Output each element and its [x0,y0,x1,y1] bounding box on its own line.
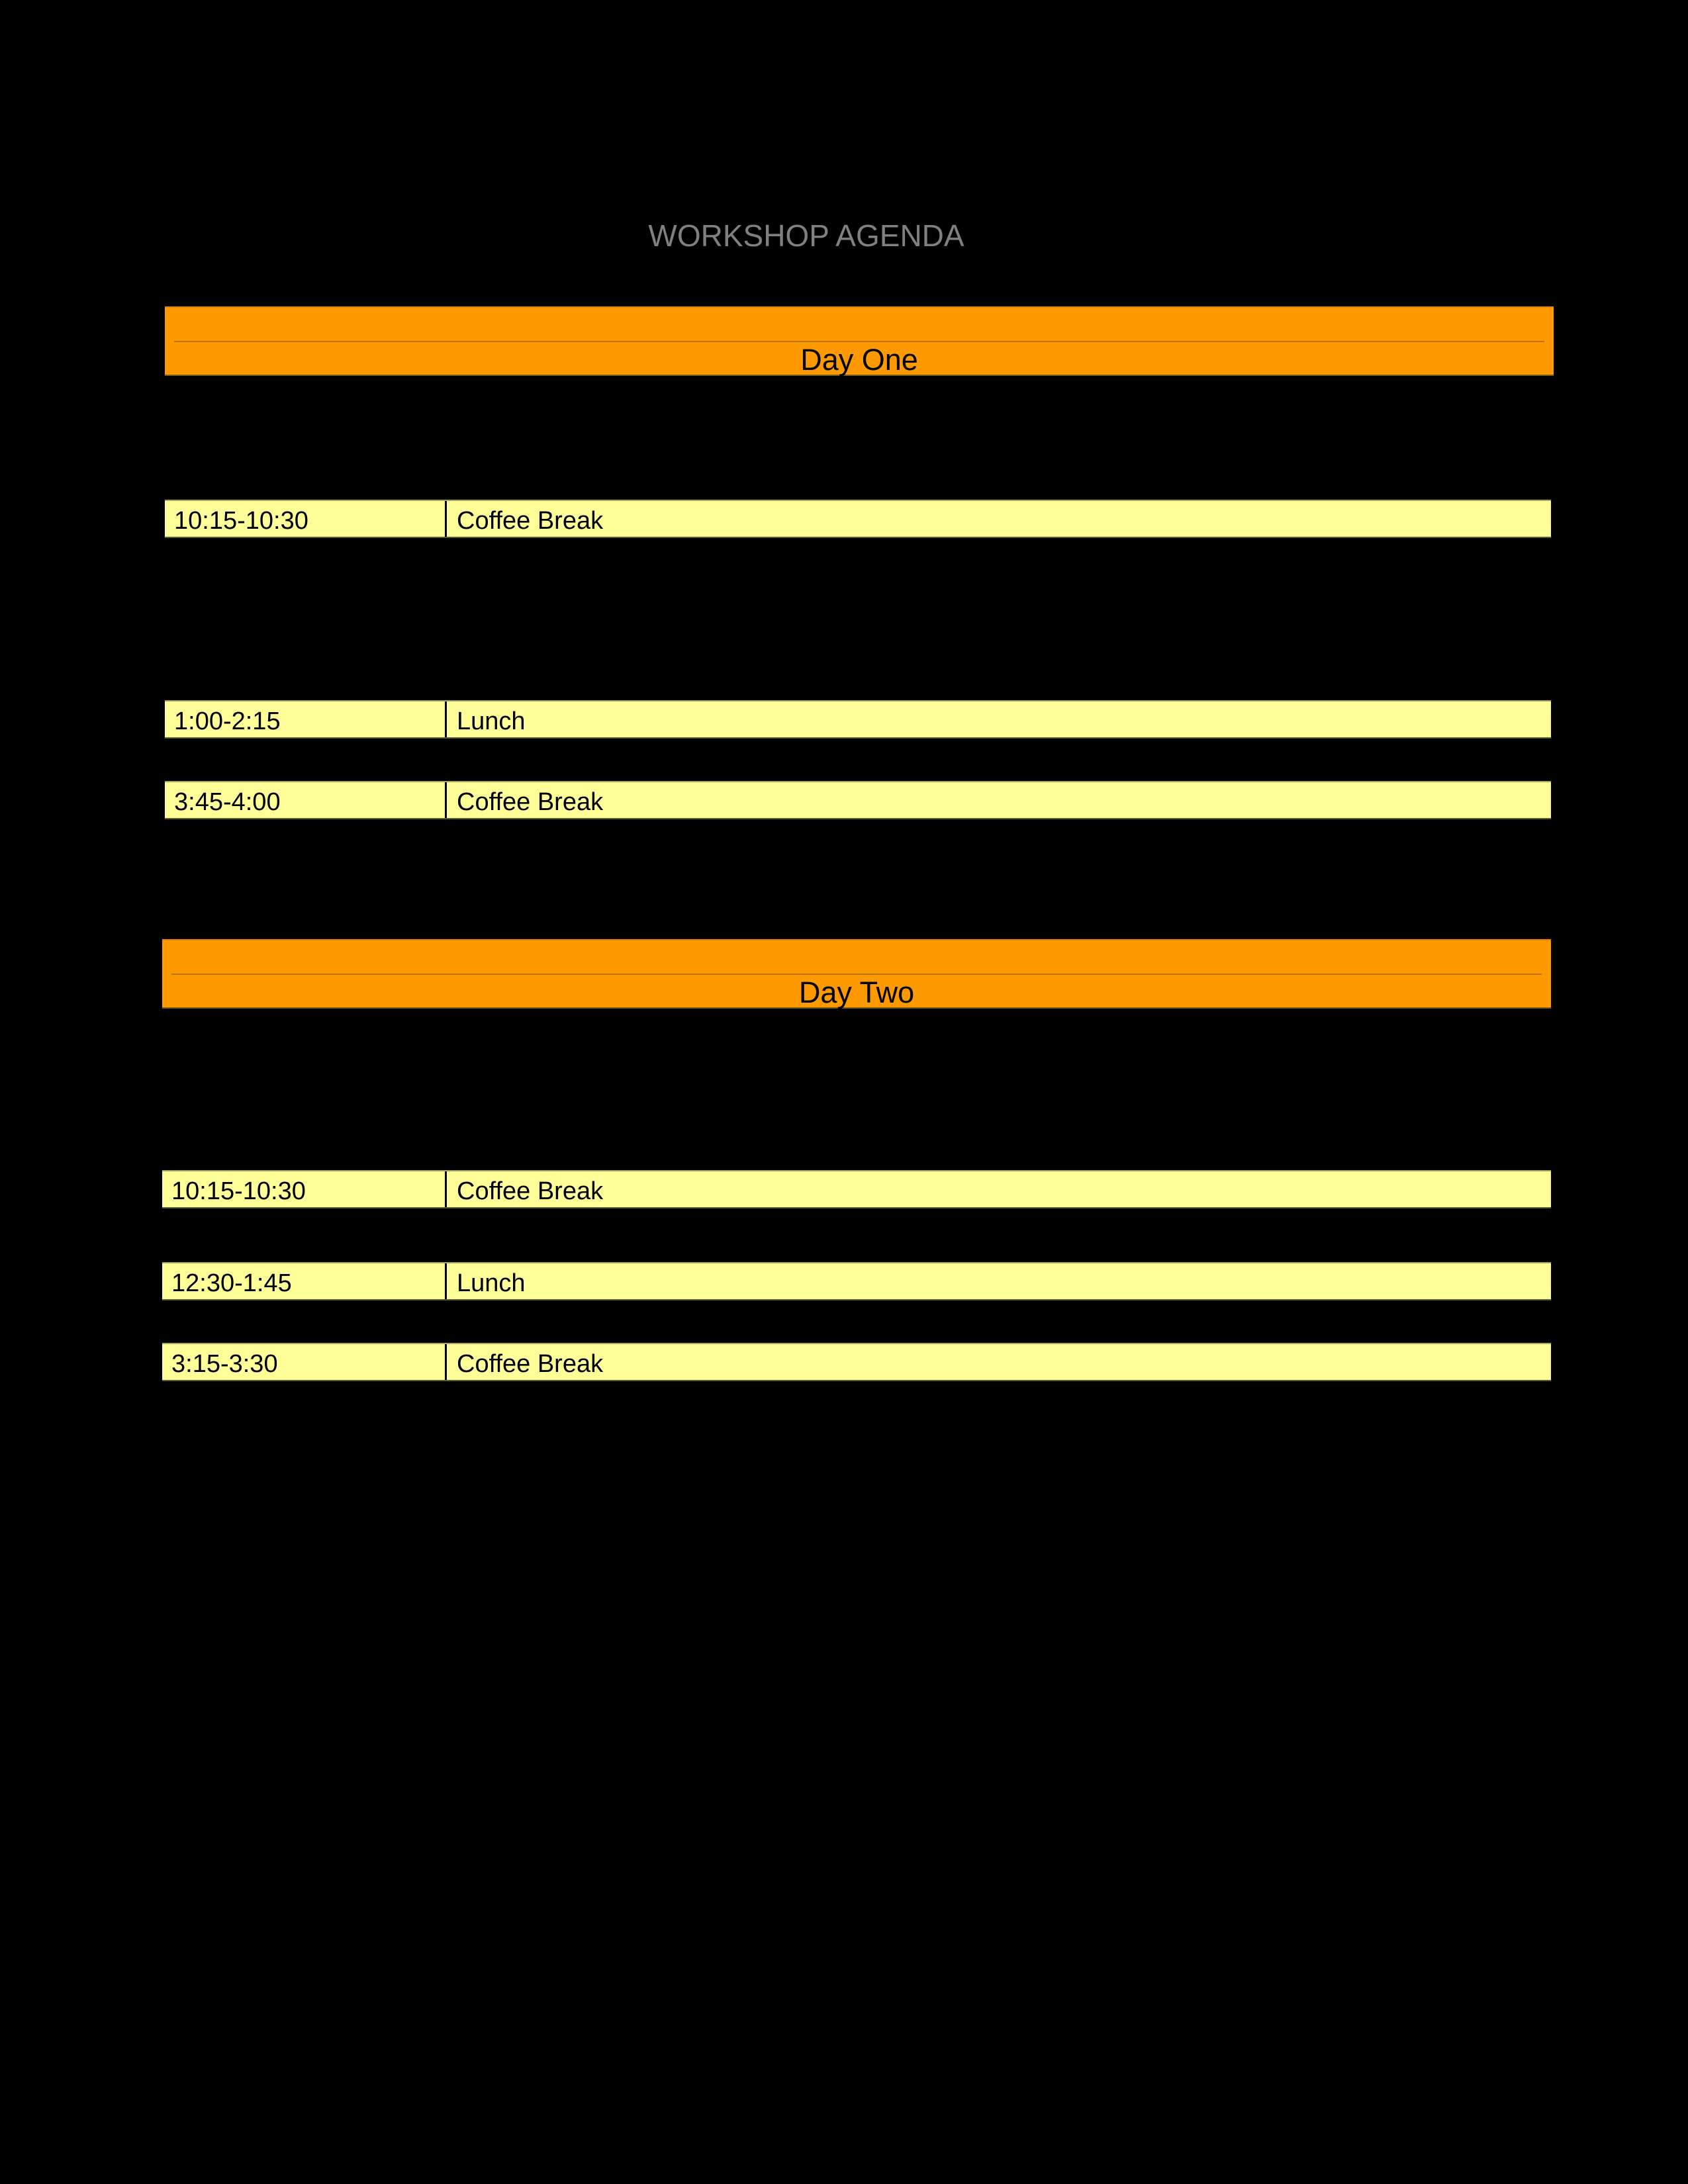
day-two-label: Day Two [798,976,915,1009]
session-time: 10:15-10:30 [165,501,447,537]
session-time: 3:45-4:00 [165,782,447,818]
day-one-session-row [165,781,1551,819]
session-time: 3:15-3:30 [162,1344,447,1380]
header-divider [171,974,1542,975]
day-one-label: Day One [800,343,918,377]
day-two-session-row [162,1343,1551,1381]
session-activity: Lunch [457,707,526,735]
day-one-session-row [165,700,1551,739]
session-activity: Lunch [457,1269,526,1297]
day-two-session-row [162,1262,1551,1300]
day-two-header [162,939,1551,1009]
session-activity: Coffee Break [457,1350,604,1378]
day-one-session-row [165,500,1551,538]
session-time: 12:30-1:45 [162,1263,447,1299]
header-divider [174,341,1544,342]
session-time: 1:00-2:15 [165,702,447,737]
session-time: 10:15-10:30 [162,1171,447,1207]
day-one-header [165,306,1554,376]
session-activity: Coffee Break [457,1177,604,1205]
session-activity: Coffee Break [457,788,604,816]
page-title: WORKSHOP AGENDA [648,218,964,253]
session-activity: Coffee Break [457,507,604,535]
day-two-session-row [162,1170,1551,1208]
